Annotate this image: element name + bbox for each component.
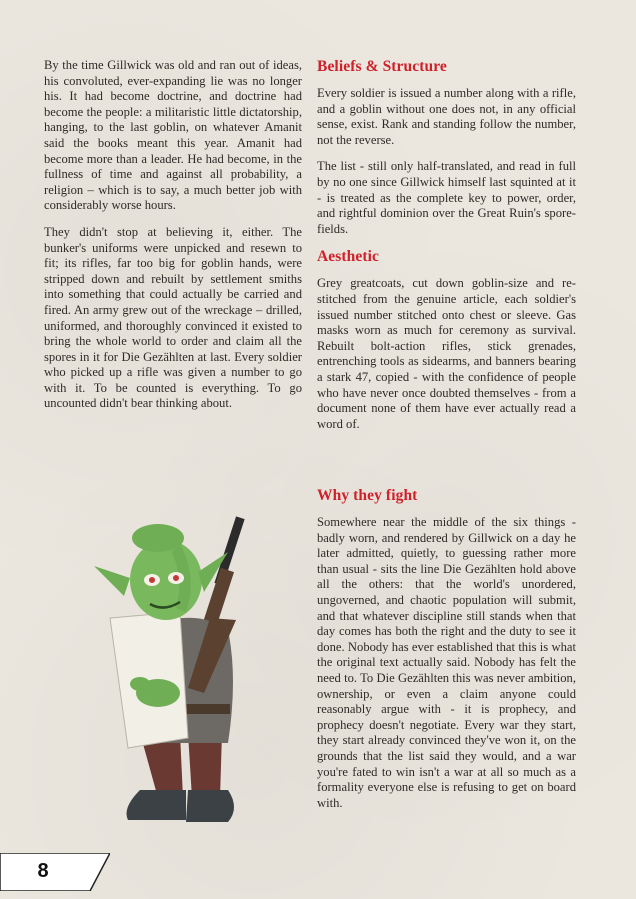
why-they-fight-section (317, 487, 576, 822)
intro-paragraph-2: They didn't stop at believing it, either. The bunker's uniforms were unpicked and resewn to fit; its rifles, far too big for goblin hands, were stripped down and rebuilt by settlement smiths into something that could actually be carried and fired. An army grew out of the wreckage – drilled, uniformed, and thoroughly convinced it existed to bring the whole world to order and claim all the spores in it for Die Gezählten at last. Every soldier who picked up a rifle was given a number to go with it. To be counted is everything. To go uncounted didn't bear thinking about. (44, 224, 302, 411)
aesthetic-heading: Aesthetic (317, 248, 380, 266)
beliefs-paragraph-2: The list - still only half-translated, and read in full by no one since Gillwick himself last squinted at it - is treated as the complete key to power, order, and rightful dominion over the Great Ruin's spore-fields. (317, 159, 576, 236)
why-they-fight-paragraph: Somewhere near the middle of the six things - badly worn, and rendered by Gillwick on a day he later admitted, quietly, to guessing rather more than usual - sits the line Die Gezählten hold above all the others: that the world's unordered, ungoverned, and chaotic population will submit, and that whatever discipline still stands when that day comes has both the right and the duty to see it done. Nobody has ever established that this is what the original text actually said. Nobody has felt the need to. To Die Gezählten this was never ambition, ownership, or even a claim anyone could reasonably argue with - it is prophecy, and prophecy doesn't negotiate. Every war they start, they start already convinced they've won it, on the grounds that the list said they would, and a war you're fated to win isn't a war at all so much as a formality everyone else is refusing to get on board with. (317, 515, 576, 810)
left-column (44, 58, 302, 423)
why-they-fight-heading: Why they fight (317, 487, 418, 504)
intro-paragraph-1: By the time Gillwick was old and ran out of ideas, his convoluted, ever-expanding lie was no longer his. It had become doctrine, and doctrine had become the people: a militaristic little dictatorship, hanging, to the last goblin, on whatever Amanit said the books meant this year. Amanit had become more than a leader. He had become, in the fullness of time and against all probability, a religion – which is to say, a much better job with considerably worse hours. (44, 58, 302, 213)
beliefs-paragraph-1: Every soldier is issued a number along with a rifle, and a goblin without one does not, in any official sense, exist. Rank and standing follow the number, not the reverse. (317, 86, 576, 147)
page-number: 8 (37, 860, 49, 882)
aesthetic-paragraph: Grey greatcoats, cut down goblin-size and re-stitched from the genuine article, each soldier's issued number stitched onto chest or sleeve. Gas masks worn as much for ceremony as survival. Rebuilt bolt-action rifles, stick grenades, entrenching tools as sidearms, and banners bearing a stark 47, copied - with the confidence of people who have never once doubted themselves - from a document none of them have ever actually read a word of. (317, 276, 576, 431)
right-column (317, 58, 576, 443)
goblin-soldier-illustration (88, 508, 288, 838)
beliefs-heading: Beliefs & Structure (317, 58, 447, 75)
